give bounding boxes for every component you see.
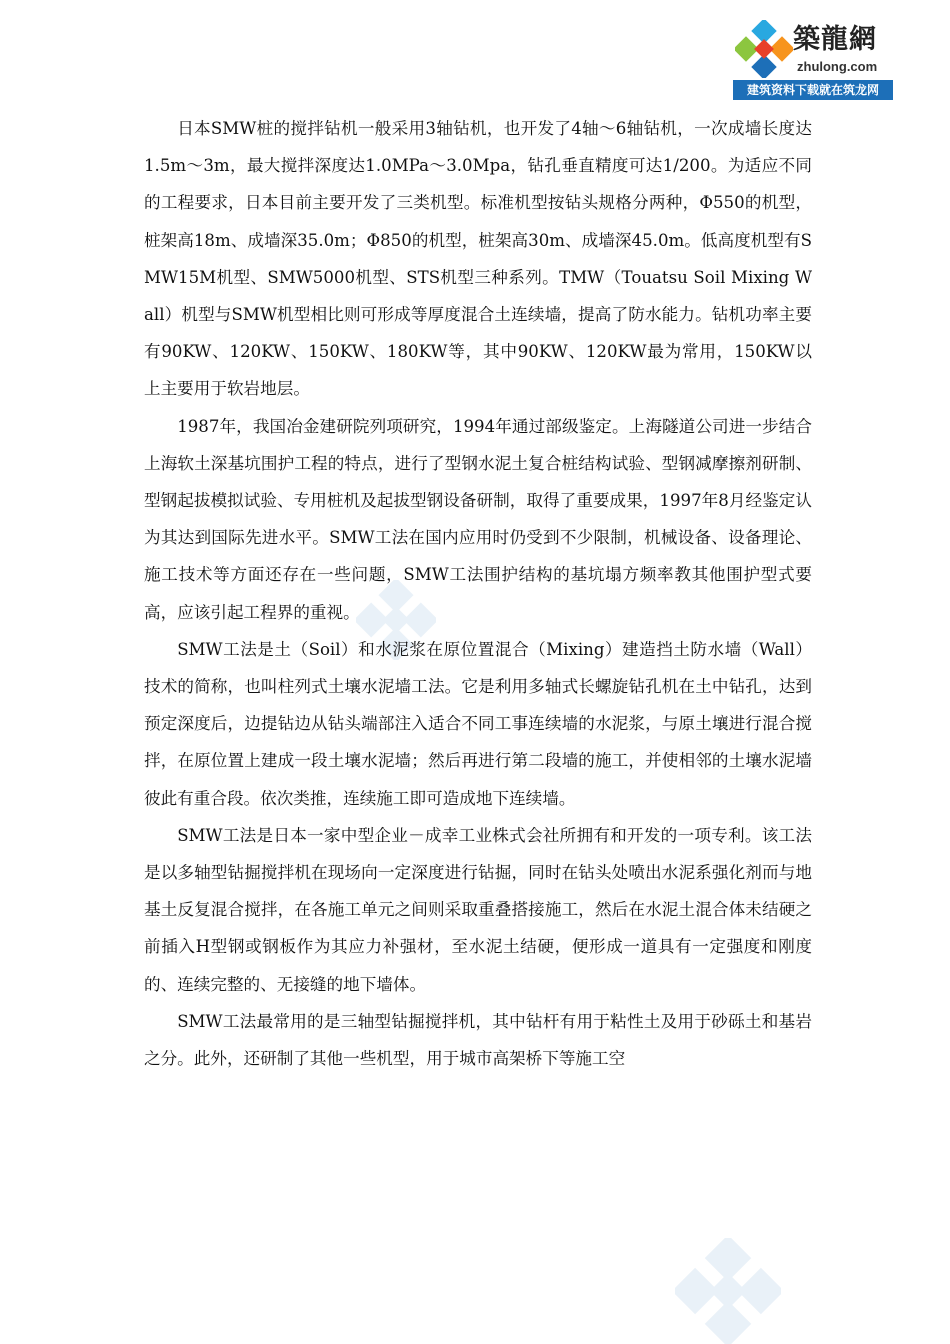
logo-url: zhulong.com bbox=[797, 59, 878, 74]
paragraph: SMW工法最常用的是三轴型钻掘搅拌机，其中钻杆有用于粘性土及用于砂砾土和基岩之分。此外，还研制了其他一些机型，用于城市高架桥下等施工空 bbox=[144, 1011, 812, 1069]
paragraph: SMW工法是土（Soil）和水泥浆在原位置混合（Mixing）建造挡土防水墙（Wall）技术的简称，也叫柱列式土壤水泥墙工法。它是利用多轴式长螺旋钻孔机在土中钻孔，达到预定深度后，边提钻边从钻头端部注入适合不同工事连续墙的水泥浆，与原土壤进行混合搅拌，在原位置上建成一段土壤水泥墙；然后再进行第二段墙的施工，并使相邻的土壤水泥墙彼此有重合段。依次类推，连续施工即可造成地下连续墙。 bbox=[144, 639, 812, 808]
logo-slogan: 建筑资料下载就在筑龙网 bbox=[733, 80, 893, 100]
paragraph: 1987年，我国冶金建研院列项研究，1994年通过部级鉴定。上海隧道公司进一步结合上海软土深基坑围护工程的特点，进行了型钢水泥土复合桩结构试验、型钢减摩擦剂研制、型钢起拔模拟试验、专用桩机及起拔型钢设备研制，取得了重要成果，1997年8月经鉴定认为其达到国际先进水平。SMW工法在国内应用时仍受到不少限制，机械设备、设备理论、施工技术等方面还存在一些问题，SMW工法围护结构的基坑塌方频率教其他围护型式要高，应该引起工程界的重视。 bbox=[144, 416, 812, 622]
paragraph: 日本SMW桩的搅拌钻机一般采用3轴钻机，也开发了4轴～6轴钻机，一次成墙长度达1.5m～3m，最大搅拌深度达1.0MPa～3.0Mpa，钻孔垂直精度可达1/200。为适应不同的工程要求，日本目前主要开发了三类机型。标准机型按钻头规格分两种，Φ550的机型，桩架高18m、成墙深35.0m；Φ850的机型，桩架高30m、成墙深45.0m。低高度机型有SMW15M机型、SMW5000机型、STS机型三种系列。TMW（Touatsu Soil Mixing Wall）机型与SMW机型相比则可形成等厚度混合土连续墙，提高了防水能力。钻机功率主要有90KW、120KW、150KW、180KW等，其中90KW、120KW最为常用，150KW以上主要用于软岩地层。 bbox=[144, 119, 812, 399]
watermark-logo-icon bbox=[675, 1238, 781, 1344]
document-body bbox=[144, 110, 812, 1077]
zhulong-logo-icon bbox=[735, 20, 793, 78]
zhulong-logo bbox=[733, 16, 893, 100]
paragraph: SMW工法是日本一家中型企业－成幸工业株式会社所拥有和开发的一项专利。该工法是以多轴型钻掘搅拌机在现场向一定深度进行钻掘，同时在钻头处喷出水泥系强化剂而与地基土反复混合搅拌，在各施工单元之间则采取重叠搭接施工，然后在水泥土混合体未结硬之前插入H型钢或钢板作为其应力补强材，至水泥土结硬，便形成一道具有一定强度和刚度的、连续完整的、无接缝的地下墙体。 bbox=[144, 825, 812, 994]
logo-name: 築龍網 bbox=[793, 24, 877, 55]
